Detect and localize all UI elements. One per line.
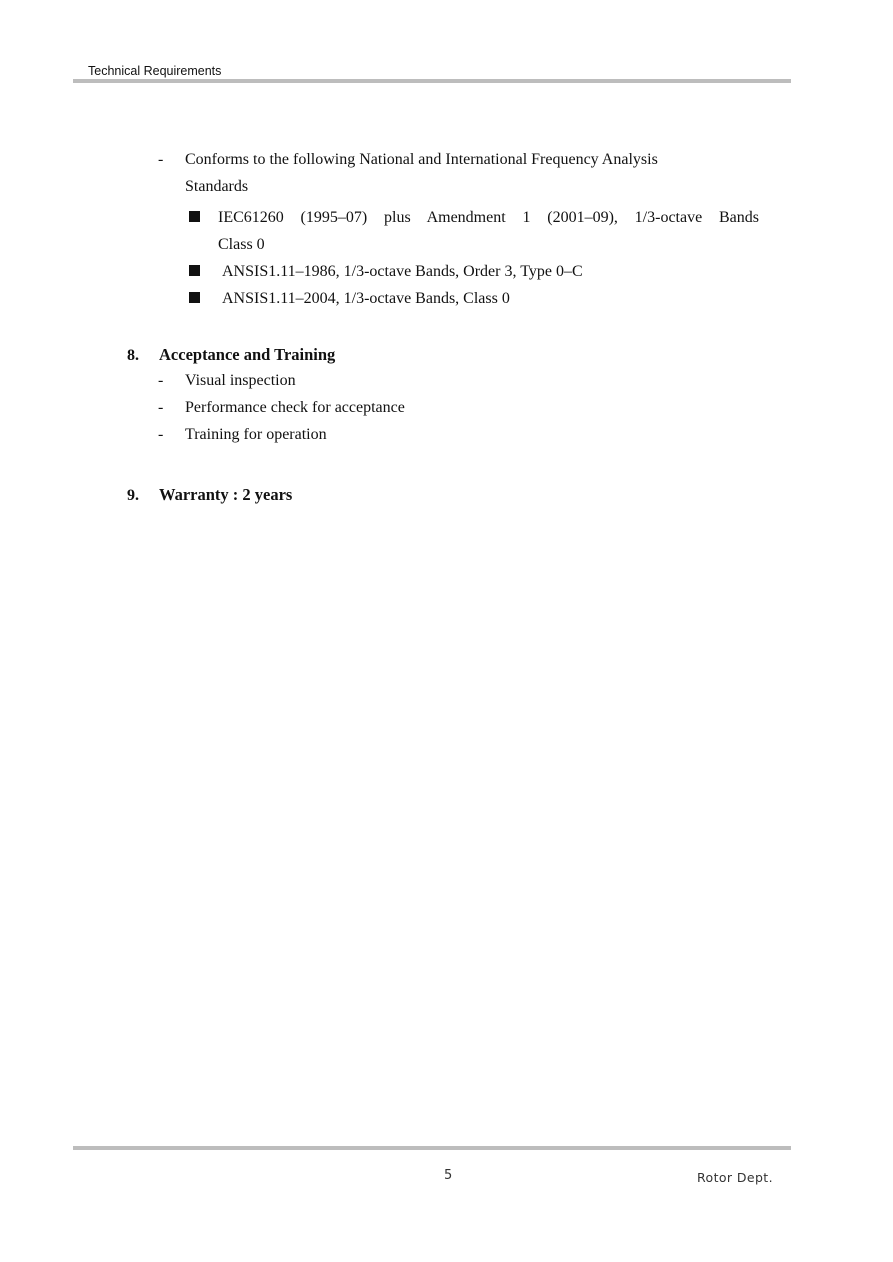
standard-item-line2: Class 0 <box>218 236 265 253</box>
footer-rule <box>73 1146 791 1150</box>
page-number: 5 <box>444 1168 453 1183</box>
intro-text-line2: Standards <box>185 178 249 195</box>
header-title: Technical Requirements <box>88 64 222 78</box>
header-rule <box>73 79 791 83</box>
bullet-dash: - <box>158 372 164 389</box>
standard-item-line1: IEC61260 (1995–07) plus Amendment 1 (2001–09), 1/3-octave Bands <box>218 209 759 226</box>
section-number: 8. <box>127 347 139 364</box>
list-item: Performance check for acceptance <box>185 399 405 416</box>
section-title: Warranty : 2 years <box>159 485 293 504</box>
section-number: 9. <box>127 487 139 504</box>
square-bullet-icon <box>189 211 200 222</box>
department-label: Rotor Dept. <box>697 1170 773 1185</box>
section-title: Acceptance and Training <box>159 345 336 364</box>
standard-item-line1: ANSIS1.11–1986, 1/3-octave Bands, Order 3, Type 0–C <box>222 263 583 280</box>
list-item: Training for operation <box>185 426 327 443</box>
bullet-dash: - <box>158 399 164 416</box>
standard-item-line1: ANSIS1.11–2004, 1/3-octave Bands, Class 0 <box>222 290 510 307</box>
square-bullet-icon <box>189 265 200 276</box>
square-bullet-icon <box>189 292 200 303</box>
bullet-dash: - <box>158 151 164 168</box>
bullet-dash: - <box>158 426 164 443</box>
intro-text-line1: Conforms to the following National and International Frequency Analysis <box>185 151 658 168</box>
list-item: Visual inspection <box>185 372 296 389</box>
